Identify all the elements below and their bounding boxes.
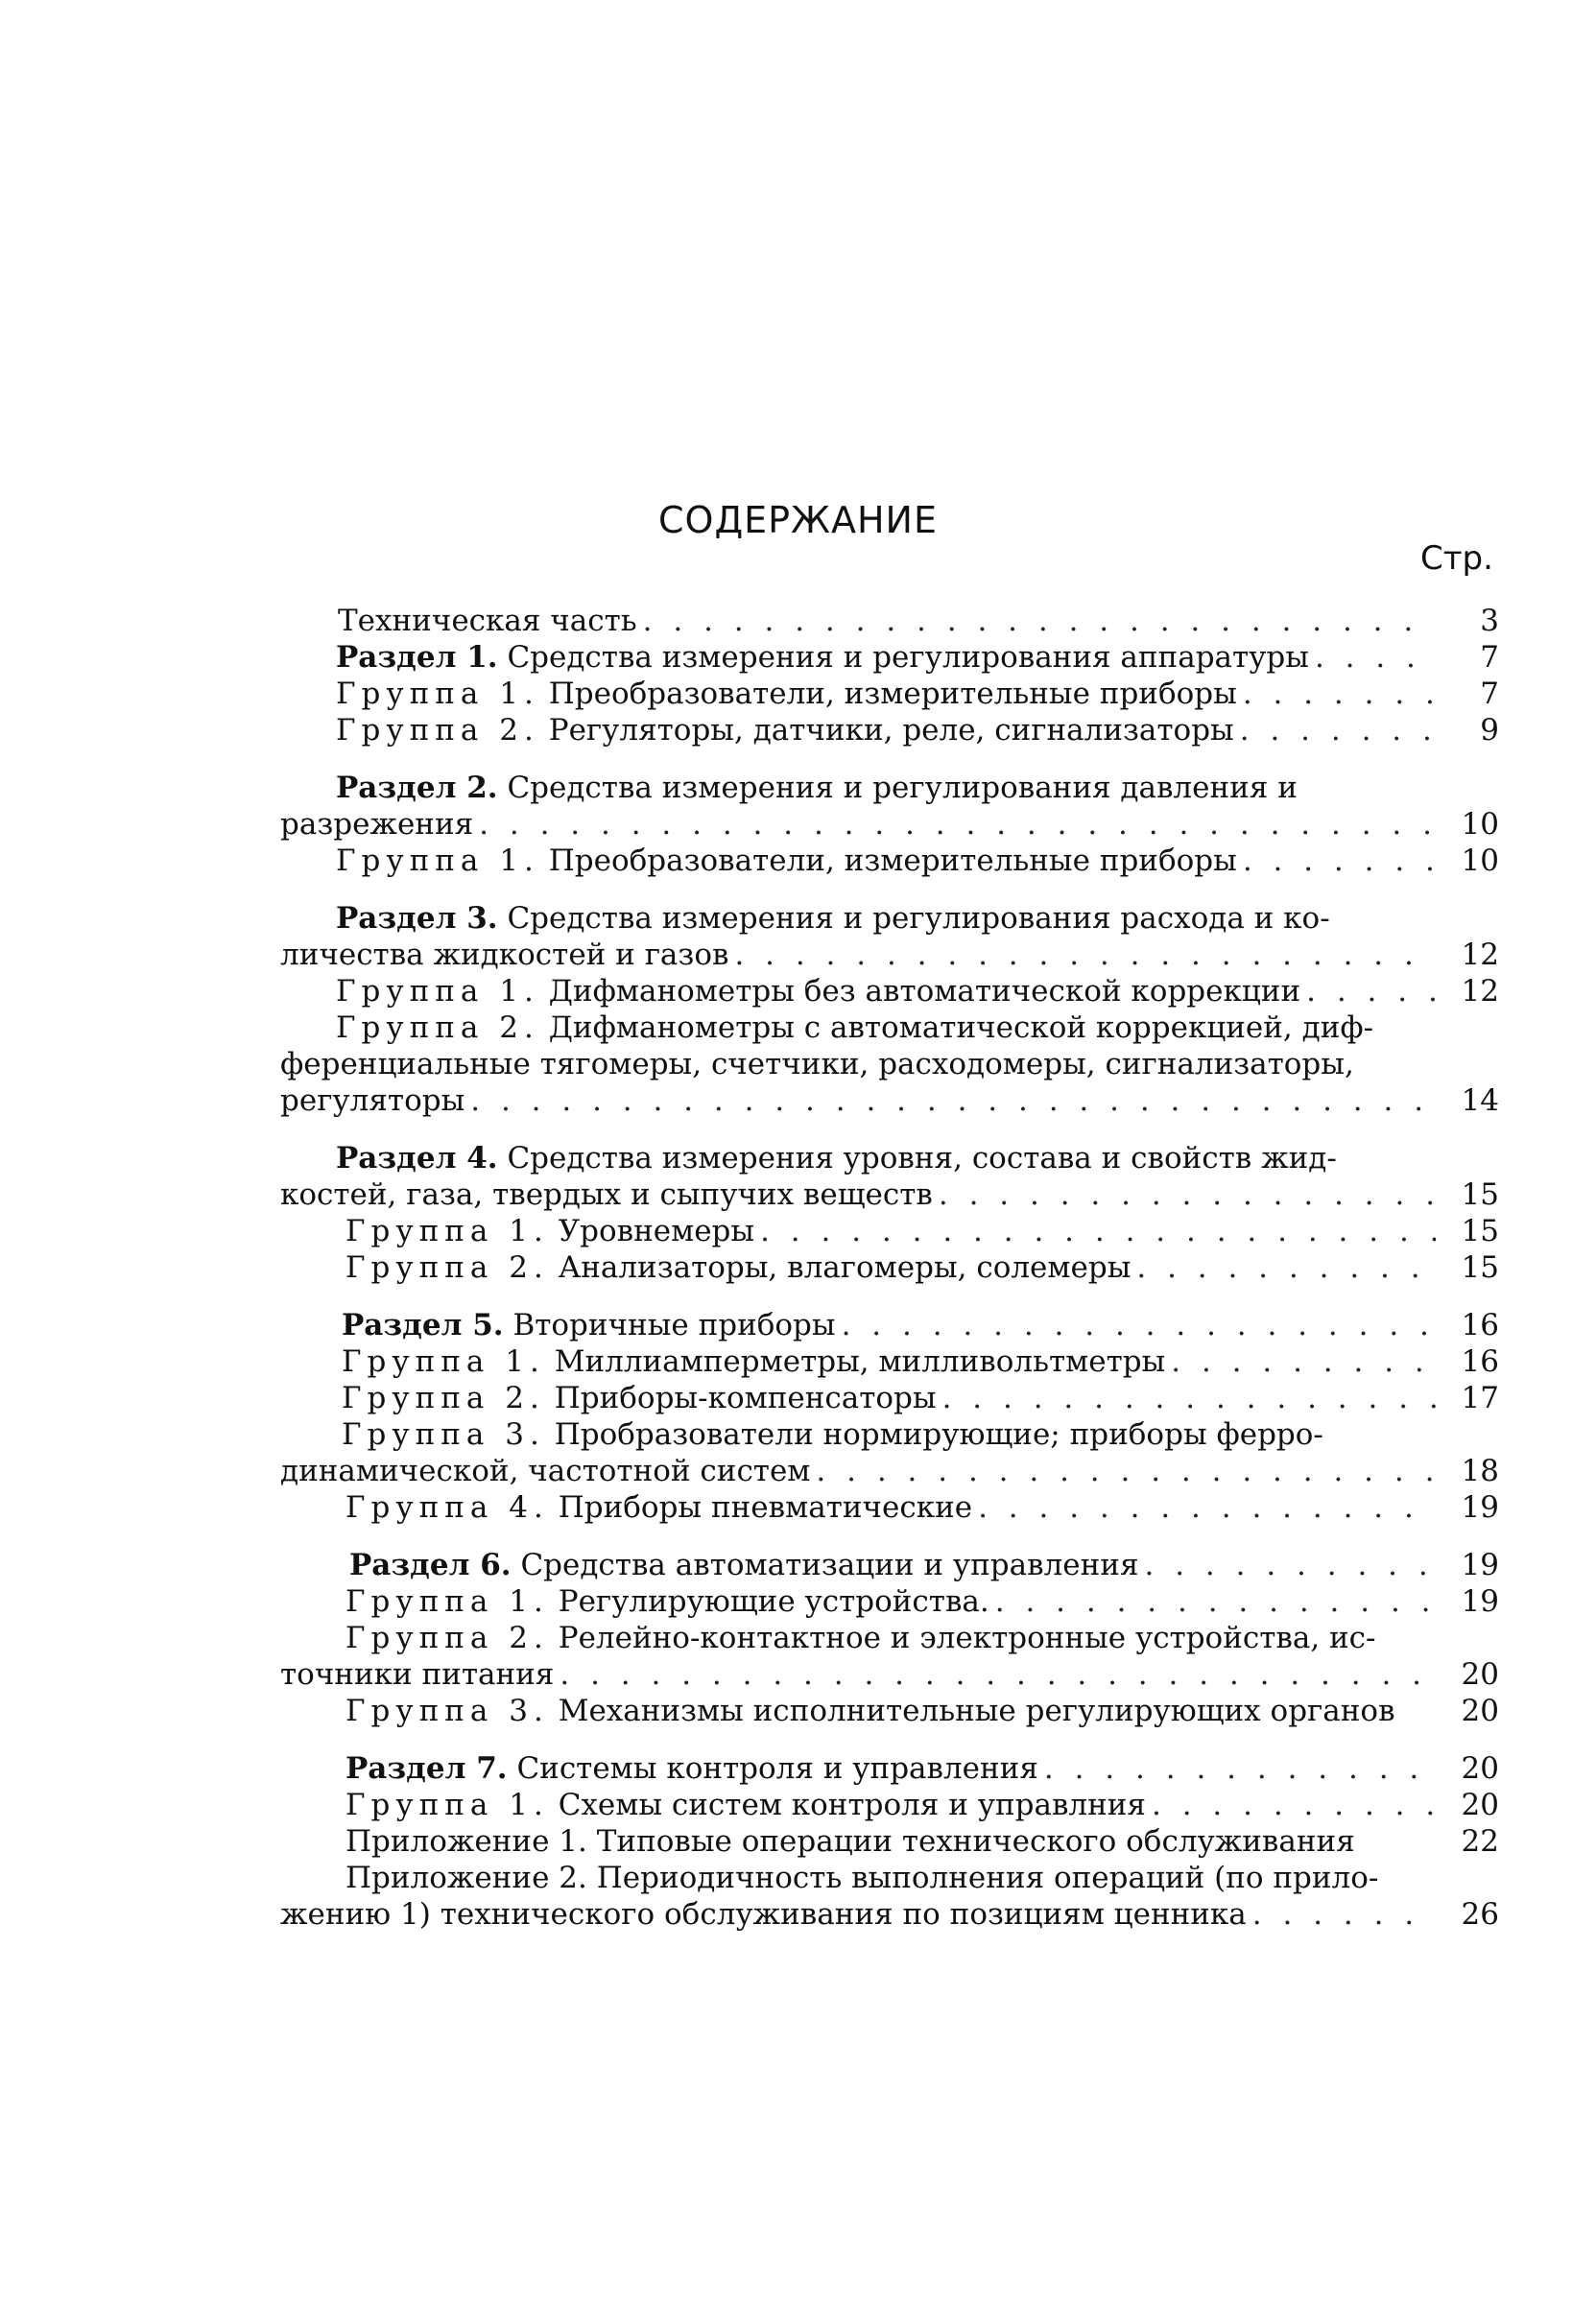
leader-dots: [1145, 1547, 1436, 1583]
toc-entry-text: Средства автоматизации и управления: [520, 1548, 1139, 1582]
toc-entry-text: Регуляторы, датчики, реле, сигнализаторы: [548, 713, 1234, 748]
group-prefix: Группа 1.: [345, 1214, 549, 1248]
toc-entry: [280, 639, 1499, 676]
leader-dots: [842, 1307, 1436, 1343]
toc-entry-continuation: [280, 1896, 1499, 1933]
group-prefix: Группа 1.: [336, 677, 539, 711]
leader-dots: [995, 1583, 1436, 1620]
leader-dots: [470, 1082, 1436, 1119]
toc-entry-continuation: [280, 1046, 1499, 1082]
toc-entry: [280, 1343, 1499, 1380]
leader-dots: [1315, 639, 1436, 676]
page-title: СОДЕРЖАНИЕ: [658, 499, 938, 541]
toc-entry-page: 15: [1461, 1214, 1499, 1248]
toc-entry-text: Дифманометры без автоматической коррекции: [548, 974, 1301, 1009]
toc-entry-page: 19: [1461, 1584, 1499, 1619]
toc-entry-page: 7: [1480, 640, 1499, 675]
toc-entry-text: Механизмы исполнительные регулирующих органов: [558, 1694, 1395, 1728]
group-prefix: Группа 2.: [336, 1010, 539, 1045]
leader-dots: [1044, 1750, 1436, 1787]
toc-entry-page: 19: [1461, 1490, 1499, 1525]
toc-entry: [280, 1547, 1499, 1583]
toc-entry: [280, 1307, 1499, 1343]
leader-dots: [560, 1656, 1436, 1693]
toc-entry-page: 16: [1461, 1308, 1499, 1342]
toc-entry: [280, 900, 1499, 937]
toc-entry: [280, 770, 1499, 806]
toc-entry: [280, 1249, 1499, 1286]
leader-dots: [643, 603, 1436, 639]
group-prefix: Группа 2.: [336, 713, 539, 748]
leader-dots: [479, 806, 1436, 843]
toc-entry: [280, 676, 1499, 712]
toc-entry-page: 20: [1461, 1751, 1499, 1786]
appendix-prefix: Приложение 1.: [345, 1824, 587, 1859]
toc-entry: [280, 1750, 1499, 1787]
page-column-header: Стр.: [1420, 539, 1493, 578]
group-prefix: Группа 2.: [342, 1381, 545, 1415]
section-prefix: Раздел 4.: [336, 1141, 498, 1176]
toc-entry-page: 14: [1461, 1083, 1499, 1118]
toc-entry-text: Типовые операции технического обслуживания: [596, 1824, 1355, 1859]
group-prefix: Группа 1.: [342, 1344, 545, 1379]
leader-dots: [816, 1453, 1436, 1489]
toc-entry-page: 15: [1461, 1250, 1499, 1285]
toc-entry-page: 10: [1461, 807, 1499, 842]
toc-entry: [280, 603, 1499, 639]
toc-entry-page: 10: [1461, 843, 1499, 878]
toc-entry-page: 16: [1461, 1344, 1499, 1379]
toc-entry-page: 17: [1461, 1381, 1499, 1415]
leader-dots: [734, 937, 1436, 973]
leader-dots: [1136, 1249, 1436, 1286]
appendix-prefix: Приложение 2.: [345, 1861, 587, 1895]
toc-entry-page: 20: [1461, 1788, 1499, 1822]
group-prefix: Группа 4.: [345, 1490, 549, 1525]
leader-dots: [1171, 1343, 1436, 1380]
toc-entry-text: Пробразователи нормирующие; приборы ферро-: [554, 1417, 1323, 1452]
toc-entry-text: Средства измерения и регулирования аппаратуры: [507, 640, 1309, 675]
toc-entry-continuation: [280, 1176, 1499, 1213]
leader-dots: [942, 1380, 1436, 1416]
leader-dots: [1306, 973, 1436, 1009]
toc-entry-text: Средства измерения уровня, состава и свойств жид-: [507, 1141, 1337, 1176]
section-prefix: Раздел 7.: [345, 1751, 508, 1786]
toc-entry: [280, 1416, 1499, 1453]
toc-entry-cont-text: личества жидкостей и газов: [280, 938, 729, 972]
toc-entry-text: Уровнемеры: [558, 1214, 755, 1248]
toc-entry: [280, 1213, 1499, 1249]
toc-entry-text: Приборы пневматические: [558, 1490, 973, 1525]
toc-entry: [280, 1140, 1499, 1176]
toc-entry-text: Миллиамперметры, милливольтметры: [554, 1344, 1166, 1379]
toc-entry-page: 3: [1480, 604, 1499, 638]
toc-entry-text: Преобразователи, измерительные приборы: [548, 677, 1237, 711]
toc-entry-cont-text: динамической, частотной систем: [280, 1454, 811, 1488]
toc-entry: [280, 1823, 1499, 1860]
toc-entry-cont-text: регуляторы: [280, 1083, 465, 1118]
section-prefix: Раздел 1.: [336, 640, 498, 675]
section-prefix: Раздел 6.: [349, 1548, 512, 1582]
toc-entry-page: 22: [1461, 1824, 1499, 1859]
toc-entry: [280, 1620, 1499, 1656]
group-prefix: Группа 1.: [345, 1788, 549, 1822]
toc-entry-text: Преобразователи, измерительные приборы: [548, 843, 1237, 878]
toc-entry-text: Регулирующие устройства.: [558, 1584, 989, 1619]
toc-entry-text: Приборы-компенсаторы: [554, 1381, 937, 1415]
toc-entry-continuation: [280, 1656, 1499, 1693]
toc-entry-continuation: [280, 937, 1499, 973]
toc-entry: [280, 1380, 1499, 1416]
toc-entry-cont-text: костей, газа, твердых и сыпучих веществ: [280, 1177, 933, 1212]
toc-entry-text: Средства измерения и регулирования расхода и ко-: [507, 901, 1330, 936]
toc-entry-page: 15: [1461, 1177, 1499, 1212]
toc-entry-page: 19: [1461, 1548, 1499, 1582]
toc-entry-text: Вторичные приборы: [512, 1308, 836, 1342]
section-prefix: Раздел 5.: [342, 1308, 504, 1342]
group-prefix: Группа 3.: [342, 1417, 545, 1452]
section-prefix: Раздел 2.: [336, 771, 498, 805]
toc-entry-text: Дифманометры с автоматической коррекцией, диф-: [548, 1010, 1374, 1045]
leader-dots: [939, 1176, 1436, 1213]
toc-entry-page: 7: [1480, 677, 1499, 711]
toc-entry-text: Средства измерения и регулирования давления и: [507, 771, 1298, 805]
group-prefix: Группа 1.: [336, 843, 539, 878]
toc-entry: [280, 973, 1499, 1009]
toc-entry-text: Релейно-контактное и электронные устройства, ис-: [558, 1621, 1376, 1655]
toc-entry: [280, 1860, 1499, 1896]
group-prefix: Группа 1.: [336, 974, 539, 1009]
toc-entry: [280, 712, 1499, 748]
group-prefix: Группа 2.: [345, 1621, 549, 1655]
leader-dots: [1152, 1787, 1436, 1823]
toc-entry-cont-text: жению 1) технического обслуживания по позициям ценника: [280, 1897, 1247, 1932]
leader-dots: [760, 1213, 1436, 1249]
leader-dots: [978, 1489, 1436, 1526]
toc-entry: [280, 1693, 1499, 1729]
toc-entry-text: Системы контроля и управления: [516, 1751, 1038, 1786]
toc-entry-page: 18: [1461, 1454, 1499, 1488]
toc-entry-cont-text: точники питания: [280, 1657, 555, 1692]
toc-entry-page: 20: [1461, 1657, 1499, 1692]
leader-dots: [1243, 676, 1436, 712]
toc-entry-text: Техническая часть: [338, 604, 637, 638]
toc-entry-continuation: [280, 806, 1499, 843]
table-of-contents: [280, 603, 1499, 1933]
toc-entry: [280, 1787, 1499, 1823]
toc-entry-page: 9: [1480, 713, 1499, 748]
toc-entry: [280, 843, 1499, 879]
toc-entry: [280, 1583, 1499, 1620]
toc-entry-text: Анализаторы, влагомеры, солемеры: [558, 1250, 1131, 1285]
toc-entry-cont-text: ференциальные тягомеры, счетчики, расходомеры, сигнализаторы,: [280, 1047, 1354, 1081]
group-prefix: Группа 3.: [345, 1694, 549, 1728]
toc-entry-page: 26: [1461, 1897, 1499, 1932]
group-prefix: Группа 1.: [345, 1584, 549, 1619]
toc-entry-continuation: [280, 1082, 1499, 1119]
leader-dots: [1243, 843, 1436, 879]
section-prefix: Раздел 3.: [336, 901, 498, 936]
group-prefix: Группа 2.: [345, 1250, 549, 1285]
leader-dots: [1240, 712, 1436, 748]
toc-entry-page: 12: [1461, 938, 1499, 972]
toc-entry-text: Схемы систем контроля и управлния: [558, 1788, 1146, 1822]
toc-entry: [280, 1489, 1499, 1526]
leader-dots: [1252, 1896, 1436, 1933]
toc-entry-page: 12: [1461, 974, 1499, 1009]
toc-entry-continuation: [280, 1453, 1499, 1489]
toc-entry: [280, 1009, 1499, 1046]
toc-entry-text: Периодичность выполнения операций (по прило-: [596, 1861, 1379, 1895]
toc-entry-page: 20: [1461, 1694, 1499, 1728]
toc-entry-cont-text: разрежения: [280, 807, 474, 842]
